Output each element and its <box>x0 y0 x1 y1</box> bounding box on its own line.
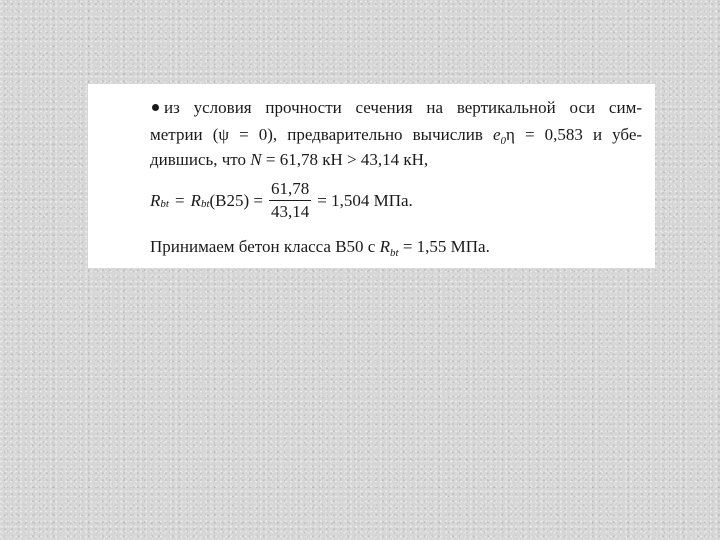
text-line-5 <box>150 237 490 259</box>
text-line-2 <box>150 125 643 147</box>
n-comparison: = 61,78 кН > 43,14 кН, <box>265 150 429 169</box>
e-subscript: 0 <box>500 135 506 147</box>
fraction <box>269 180 311 221</box>
rbt-b25-symbol: R <box>190 190 201 210</box>
e-symbol: e <box>492 125 501 144</box>
eta-symbol: η <box>506 125 515 144</box>
fraction-numerator: 61,78 <box>271 179 310 198</box>
line2-prefix: метрии <box>150 125 203 144</box>
rbt-b25-subscript: bt <box>200 197 210 210</box>
b25-paren: (B25) = <box>209 190 263 210</box>
fraction-bar <box>269 200 311 201</box>
line2-middle: предварительно вычислив <box>287 125 483 144</box>
rbt-b50-value: = 1,55 МПа. <box>402 237 490 256</box>
bullet-icon <box>152 104 159 111</box>
rbt-formula <box>150 180 413 221</box>
line3-prefix: дившись, что <box>150 150 247 169</box>
rbt-b50-subscript: bt <box>390 247 399 259</box>
line2-suffix: и убе- <box>592 125 643 144</box>
rbt-b50-symbol: R <box>379 237 390 256</box>
text-line-1 <box>152 99 642 116</box>
line1-text: из условия прочности сечения на вертикальной оси сим- <box>164 98 642 117</box>
e-eta-value: = 0,583 <box>524 125 583 144</box>
rbt-symbol: R <box>150 190 161 210</box>
formula-result: = 1,504 МПа. <box>317 190 413 210</box>
line5-text: Принимаем бетон класса В50 с <box>150 237 376 256</box>
rbt-subscript: bt <box>160 197 169 210</box>
scanned-text-block <box>88 84 655 268</box>
fraction-denominator: 43,14 <box>271 202 310 222</box>
n-symbol: N <box>250 150 262 169</box>
formula-equals: = <box>174 190 185 210</box>
text-line-3 <box>150 151 428 168</box>
line2-condition: (ψ = 0), <box>212 125 278 144</box>
